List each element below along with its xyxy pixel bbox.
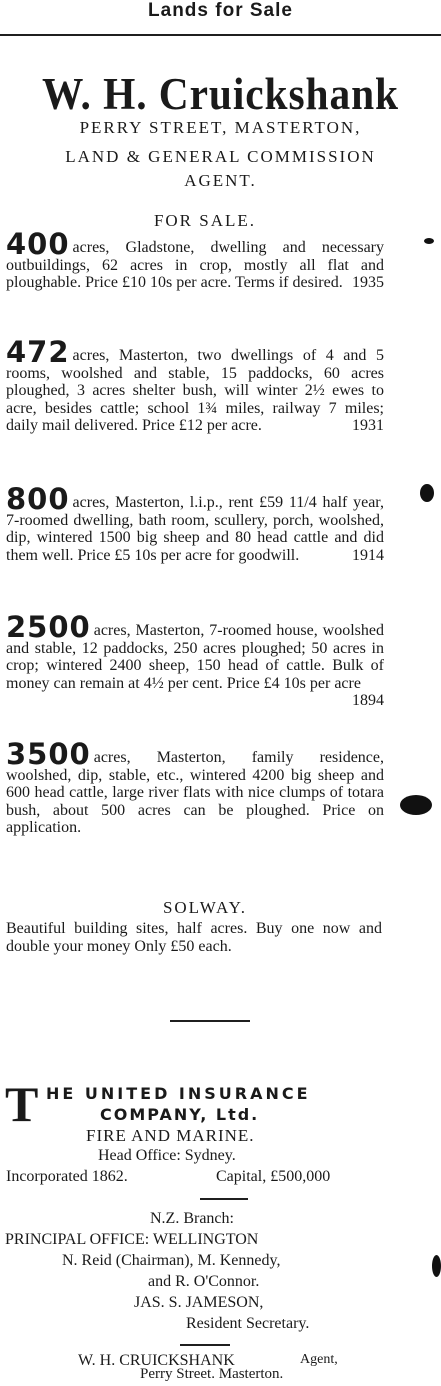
drop-cap: T xyxy=(5,1076,39,1132)
listing-ref: 1894 xyxy=(352,692,384,709)
secretary-title: Resident Secretary. xyxy=(186,1315,310,1332)
advertiser-role-line2: AGENT. xyxy=(184,171,257,190)
agent-title: Agent, xyxy=(300,1352,338,1367)
listing-acres: 400 xyxy=(6,227,70,261)
agent-address: Perry Street. Masterton. xyxy=(140,1366,284,1382)
listing xyxy=(6,610,384,710)
capital: Capital, £500,000 xyxy=(216,1168,331,1185)
solway-heading: SOLWAY. xyxy=(162,898,248,917)
listing-acres: 800 xyxy=(6,482,70,516)
principal-office: PRINCIPAL OFFICE: WELLINGTON xyxy=(5,1231,259,1248)
company-name-line2: COMPANY, Ltd. xyxy=(100,1105,260,1124)
directors-line1: N. Reid (Chairman), M. Kennedy, xyxy=(62,1252,281,1269)
agent-name: W. H. CRUICKSHANK xyxy=(78,1352,235,1369)
listing-text: acres, Masterton, two dwellings of 4 and 5 rooms, woolshed and stable, 15 paddocks, 60 acres ploughed, 3 acres shelter bush, will winter 2½ ewes to acre, besides cattle; school 1¾ miles, railway 7 miles; daily mail delivered. Price £12 per acre. xyxy=(6,347,384,434)
ad-inner-rule xyxy=(180,1344,230,1346)
listing-acres: 2500 xyxy=(6,610,91,644)
listing-acres: 3500 xyxy=(6,737,91,771)
listing xyxy=(6,482,384,564)
listing-text: acres, Gladstone, dwelling and necessary outbuildings, 62 acres in crop, mostly all flat and ploughable. Price £10 10s per acre. Terms if desired. xyxy=(6,239,384,291)
ad-inner-rule xyxy=(200,1198,248,1200)
incorporated: Incorporated 1862. xyxy=(6,1168,128,1185)
listing xyxy=(6,227,384,292)
secretary-name: JAS. S. JAMESON, xyxy=(134,1294,264,1311)
ink-speck xyxy=(432,1255,441,1277)
ink-speck xyxy=(420,484,434,502)
listing-ref: 1914 xyxy=(352,546,384,564)
advertiser-address: PERRY STREET, MASTERTON, xyxy=(79,118,362,137)
ink-speck xyxy=(424,238,434,244)
head-office: Head Office: Sydney. xyxy=(98,1147,236,1164)
advertiser-role-line1: LAND & GENERAL COMMISSION xyxy=(65,147,376,166)
ink-speck xyxy=(400,795,432,815)
listing-acres: 472 xyxy=(6,335,70,369)
solway-text: Beautiful building sites, half acres. Buy one now and double your money Only £50 each. xyxy=(6,920,382,955)
nz-branch: N.Z. Branch: xyxy=(150,1210,234,1227)
listing-text: acres, Masterton, family residence, woolshed, dip, stable, etc., wintered 4200 big sheep and 600 head cattle, large river flats with nice clumps of totara bush, about 500 acres can be ploughed. Price on application. xyxy=(6,749,384,836)
directors-line2: and R. O'Connor. xyxy=(148,1273,260,1290)
fire-and-marine: FIRE AND MARINE. xyxy=(86,1126,255,1145)
company-name-line1: HE UNITED INSURANCE xyxy=(46,1084,311,1103)
header-rule xyxy=(0,34,441,36)
listing-text: acres, Masterton, l.i.p., rent £59 11/4 half year, 7-roomed dwelling, bath room, scullery, porch, woolshed, dip, wintered 1500 big sheep and 80 head cattle and did them well. Price £5 10s per acre for goodwill. xyxy=(6,494,384,564)
section-header: Lands for Sale xyxy=(148,0,293,21)
ad-separator-rule xyxy=(170,1020,250,1022)
for-sale-heading: FOR SALE. xyxy=(153,211,257,230)
listing-ref: 1935 xyxy=(352,274,384,291)
advertiser-name: W. H. Cruickshank xyxy=(42,69,399,119)
listing-ref: 1931 xyxy=(352,417,384,434)
listing xyxy=(6,737,384,837)
listing-text: acres, Masterton, 7-roomed house, woolshed and stable, 12 paddocks, 250 acres ploughed; 50 acres in crop; wintered 2400 sheep, 150 head of cattle. Bulk of money can remain at 4½ per cent. Price £4 10s per acre xyxy=(6,622,384,692)
listing xyxy=(6,335,384,435)
